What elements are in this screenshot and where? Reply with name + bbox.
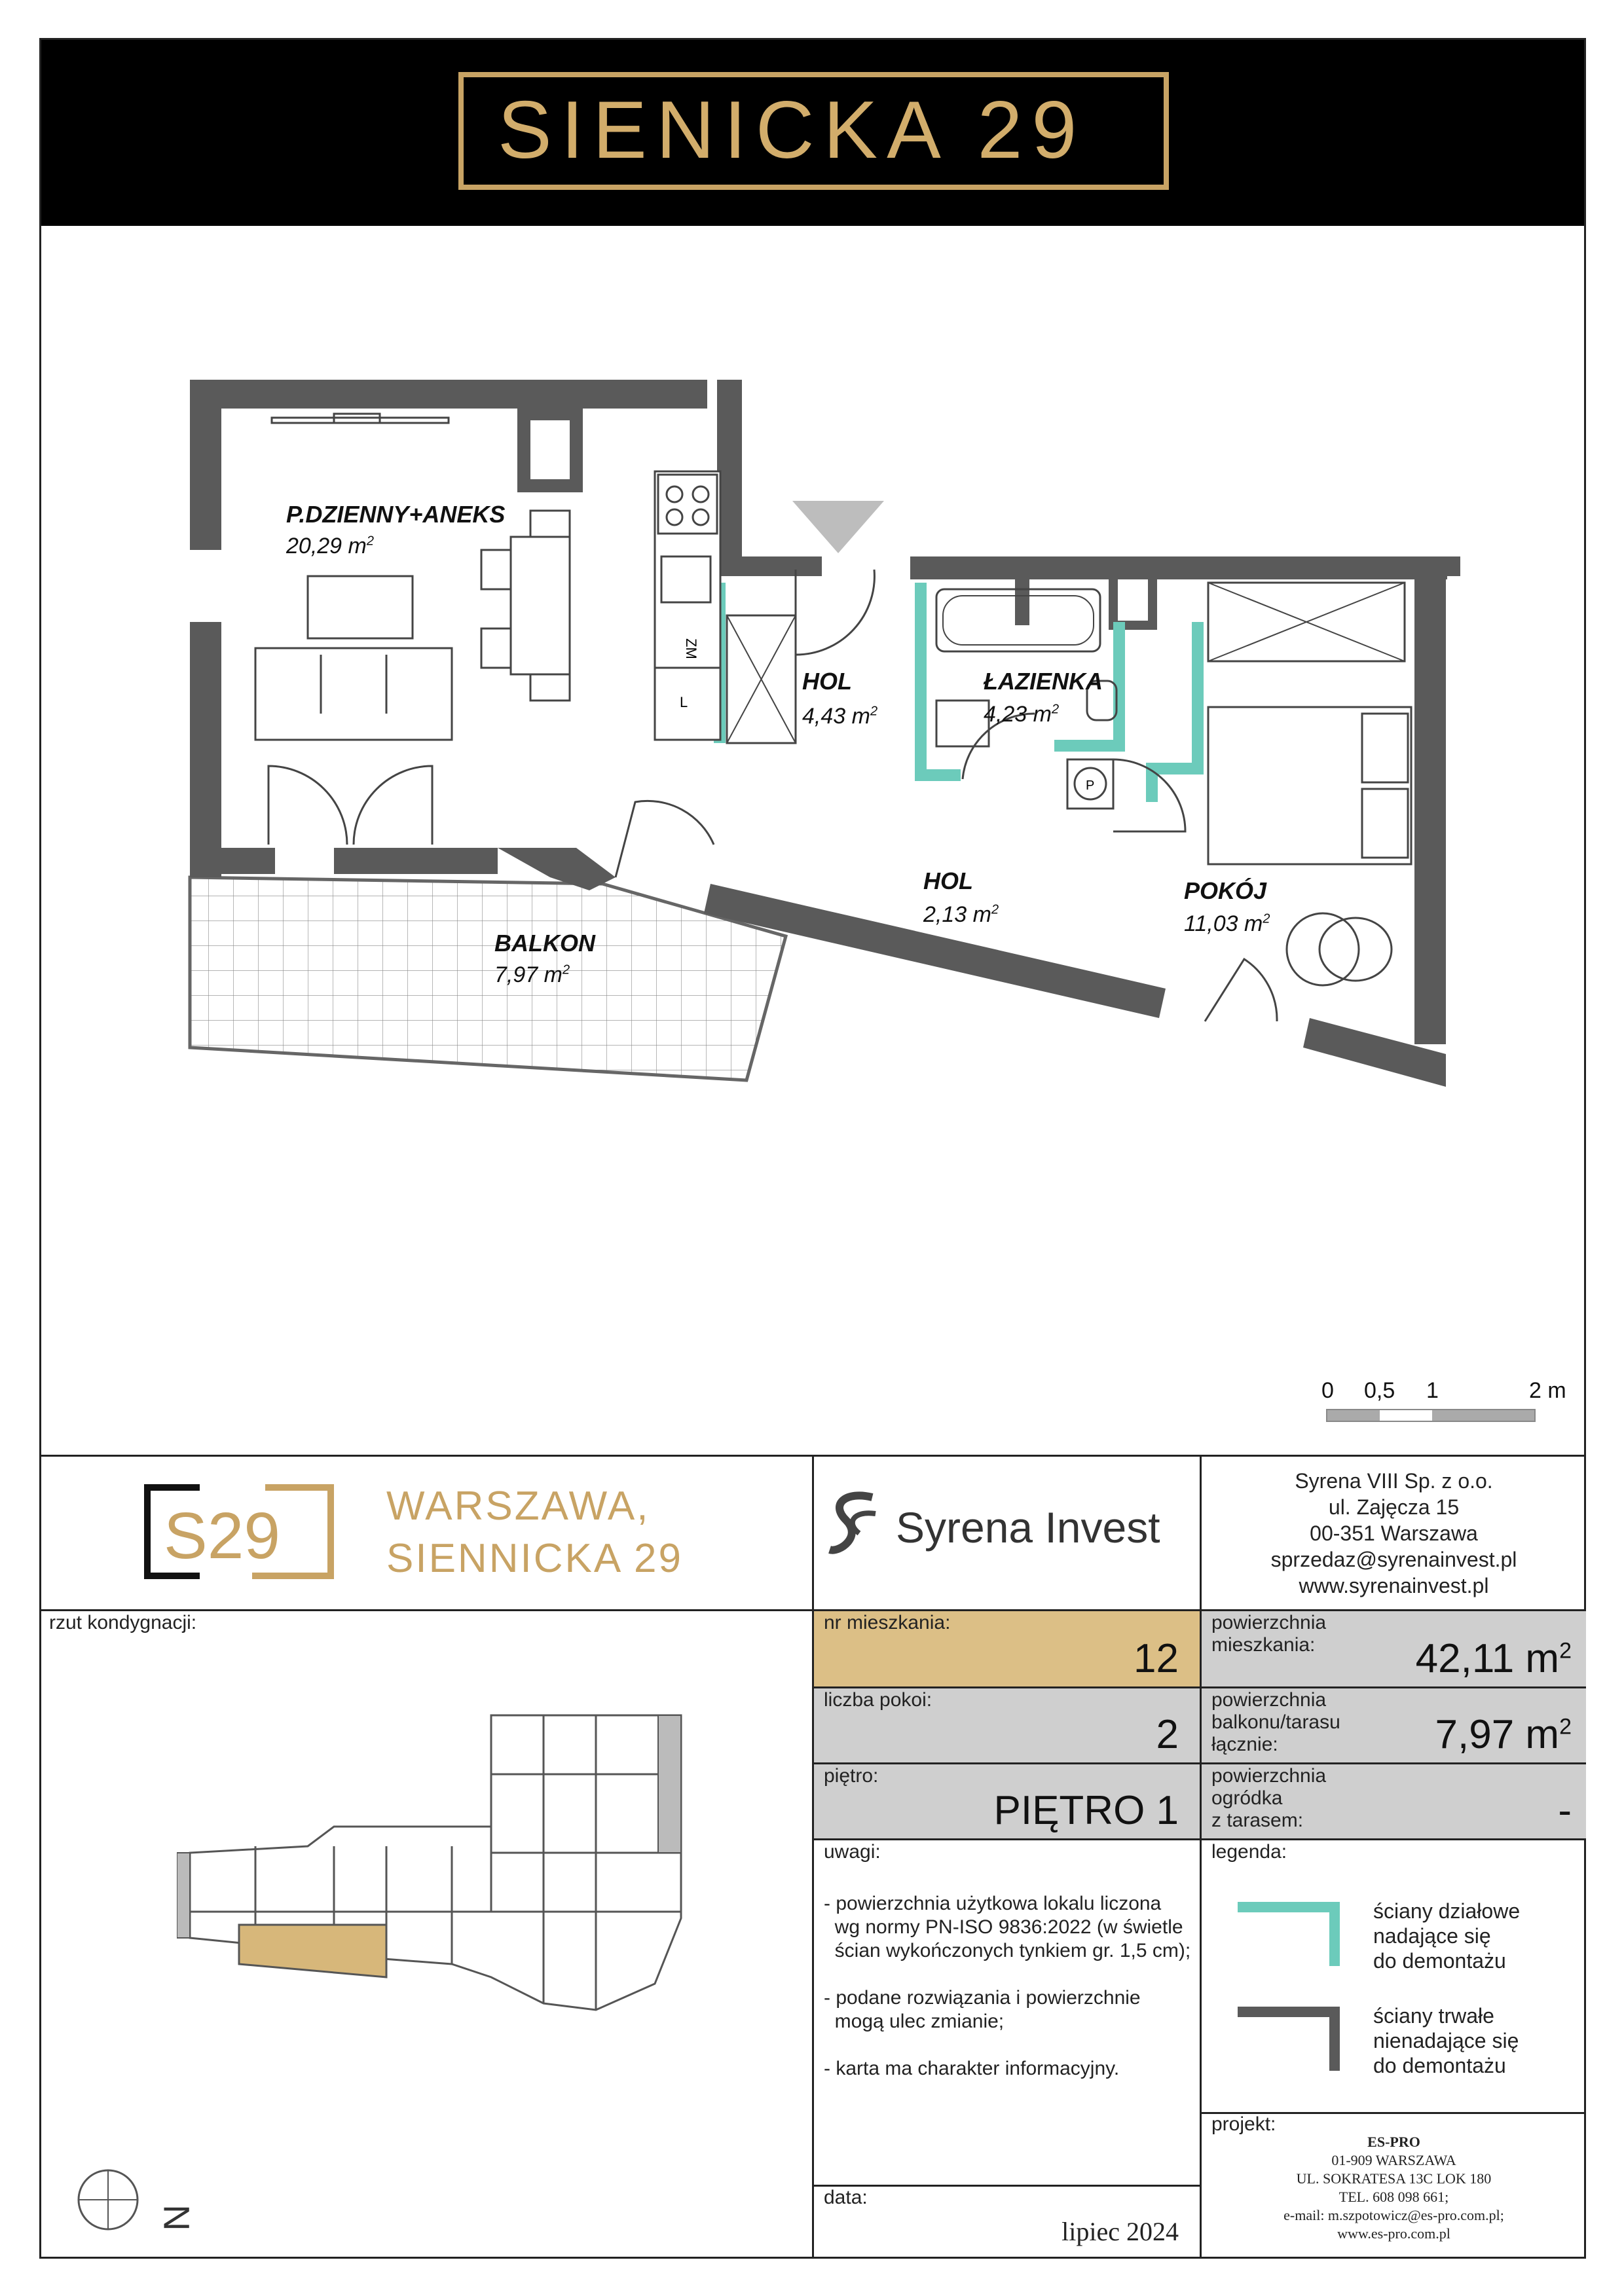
dining-table bbox=[511, 537, 570, 674]
garden-area-label: powierzchnia ogródka z tarasem: bbox=[1211, 1765, 1327, 1831]
scale-label-05: 0,5 bbox=[1364, 1378, 1395, 1403]
building-floorplan bbox=[177, 1702, 694, 2056]
room-window-door bbox=[1205, 959, 1277, 1021]
fixture-zm: ZM bbox=[683, 638, 699, 659]
apartment-no-label: nr mieszkania: bbox=[824, 1612, 951, 1633]
area-label: powierzchnia mieszkania: bbox=[1211, 1612, 1327, 1656]
legend-permanent-swatch bbox=[1238, 2007, 1346, 2072]
project-title-line2: SIENNICKA 29 bbox=[386, 1536, 683, 1581]
room-label-hall-2: HOL bbox=[923, 867, 973, 894]
garden-area-value: - bbox=[1558, 1788, 1572, 1833]
floorplan-label: rzut kondygnacji: bbox=[49, 1612, 197, 1633]
designer-label: projekt: bbox=[1211, 2113, 1276, 2135]
fixture-l: L bbox=[680, 694, 688, 710]
notes-label: uwagi: bbox=[824, 1841, 881, 1863]
svg-text:S29: S29 bbox=[164, 1499, 280, 1573]
room-area-living: 20,29 $m^2$ bbox=[286, 534, 374, 558]
legend-partition-text: ściany działowe nadające się do demontażu bbox=[1373, 1899, 1521, 1973]
footer-col-1 bbox=[812, 1455, 814, 2259]
developer-name: Syrena Invest bbox=[896, 1503, 1160, 1552]
fixture-p: P bbox=[1086, 778, 1095, 793]
room-area-hall: 4,43 $m^2$ bbox=[802, 704, 878, 729]
balcony-area-value: 7,97 $m^2$ bbox=[1435, 1712, 1572, 1757]
balcony-door-right bbox=[354, 766, 432, 845]
floor-label: piętro: bbox=[824, 1765, 879, 1787]
legend-partition-swatch bbox=[1238, 1902, 1346, 1967]
date-label: data: bbox=[824, 2187, 868, 2208]
balcony-door-hall bbox=[616, 801, 714, 877]
room-label-living: P.DZIENNY+ANEKS bbox=[286, 501, 506, 528]
balcony-area-label: powierzchnia balkonu/tarasu łącznie: bbox=[1211, 1689, 1340, 1755]
floor-plan bbox=[183, 373, 1460, 1100]
room-area-hall-2: 2,13 $m^2$ bbox=[923, 902, 999, 927]
apartment-highlight bbox=[239, 1925, 386, 1977]
company-contact: Syrena VIII Sp. z o.o. ul. Zajęcza 15 00-351 Warszawa sprzedaz@syrenainvest.pl www.syrenainvest.pl bbox=[1270, 1469, 1517, 1597]
legend-permanent-text: ściany trwałe nienadające się do demontażu bbox=[1373, 2004, 1519, 2077]
logo-text: SIENICKA 29 bbox=[498, 85, 1086, 175]
sofa bbox=[255, 648, 452, 740]
balcony-door-left bbox=[268, 766, 347, 845]
scale-label-0: 0 bbox=[1321, 1378, 1334, 1403]
designer-info: ES-PRO 01-909 WARSZAWA UL. SOKRATESA 13C LOK 180 TEL. 608 098 661; e-mail: m.szpotowicz@es-pro.com.pl; www.es-pro.com.pl bbox=[1283, 2134, 1504, 2242]
room-label-hall: HOL bbox=[802, 668, 852, 695]
north-label: N bbox=[156, 2204, 198, 2231]
apartment-no-value: 12 bbox=[1134, 1636, 1179, 1681]
legend-label: legenda: bbox=[1211, 1841, 1287, 1863]
scale-label-2m: 2 m bbox=[1529, 1378, 1566, 1403]
room-area-balcony: 7,97 $m^2$ bbox=[494, 962, 570, 987]
room-area-bedroom: 11,03 $m^2$ bbox=[1184, 911, 1270, 936]
rooms-label: liczba pokoi: bbox=[824, 1689, 932, 1711]
area-value: 42,11 $m^2$ bbox=[1415, 1636, 1572, 1681]
syrena-logo-icon bbox=[826, 1487, 879, 1566]
balcony-floor bbox=[190, 877, 786, 1080]
entrance-door bbox=[796, 570, 874, 655]
armchair bbox=[1287, 913, 1359, 985]
scale-label-1: 1 bbox=[1426, 1378, 1439, 1403]
coffee-table bbox=[308, 576, 413, 638]
project-title-line1: WARSZAWA, bbox=[386, 1484, 650, 1529]
s29-brand-mark bbox=[141, 1481, 337, 1582]
room-label-bathroom: ŁAZIENKA bbox=[984, 668, 1103, 695]
notes-list: - powierzchnia użytkowa lokalu liczona wg normy PN-ISO 9836:2022 (w świetle ścian wykończonych tynkiem gr. 1,5 cm); - podane rozwiązania i powierzchnie mogą ulec zmianie; - karta ma charakter informacyjny. bbox=[824, 1893, 1191, 2079]
room-label-balcony: BALKON bbox=[494, 930, 595, 957]
entry-arrow bbox=[792, 501, 884, 553]
scale-bar bbox=[1326, 1409, 1536, 1422]
room-label-bedroom: POKÓJ bbox=[1184, 877, 1267, 904]
floor-value: PIĘTRO 1 bbox=[993, 1788, 1179, 1833]
washbasin bbox=[936, 701, 989, 746]
rooms-value: 2 bbox=[1156, 1712, 1179, 1757]
bed bbox=[1208, 707, 1411, 864]
date-value: lipiec 2024 bbox=[1061, 2217, 1179, 2246]
room-area-bathroom: 4,23 $m^2$ bbox=[984, 702, 1060, 727]
